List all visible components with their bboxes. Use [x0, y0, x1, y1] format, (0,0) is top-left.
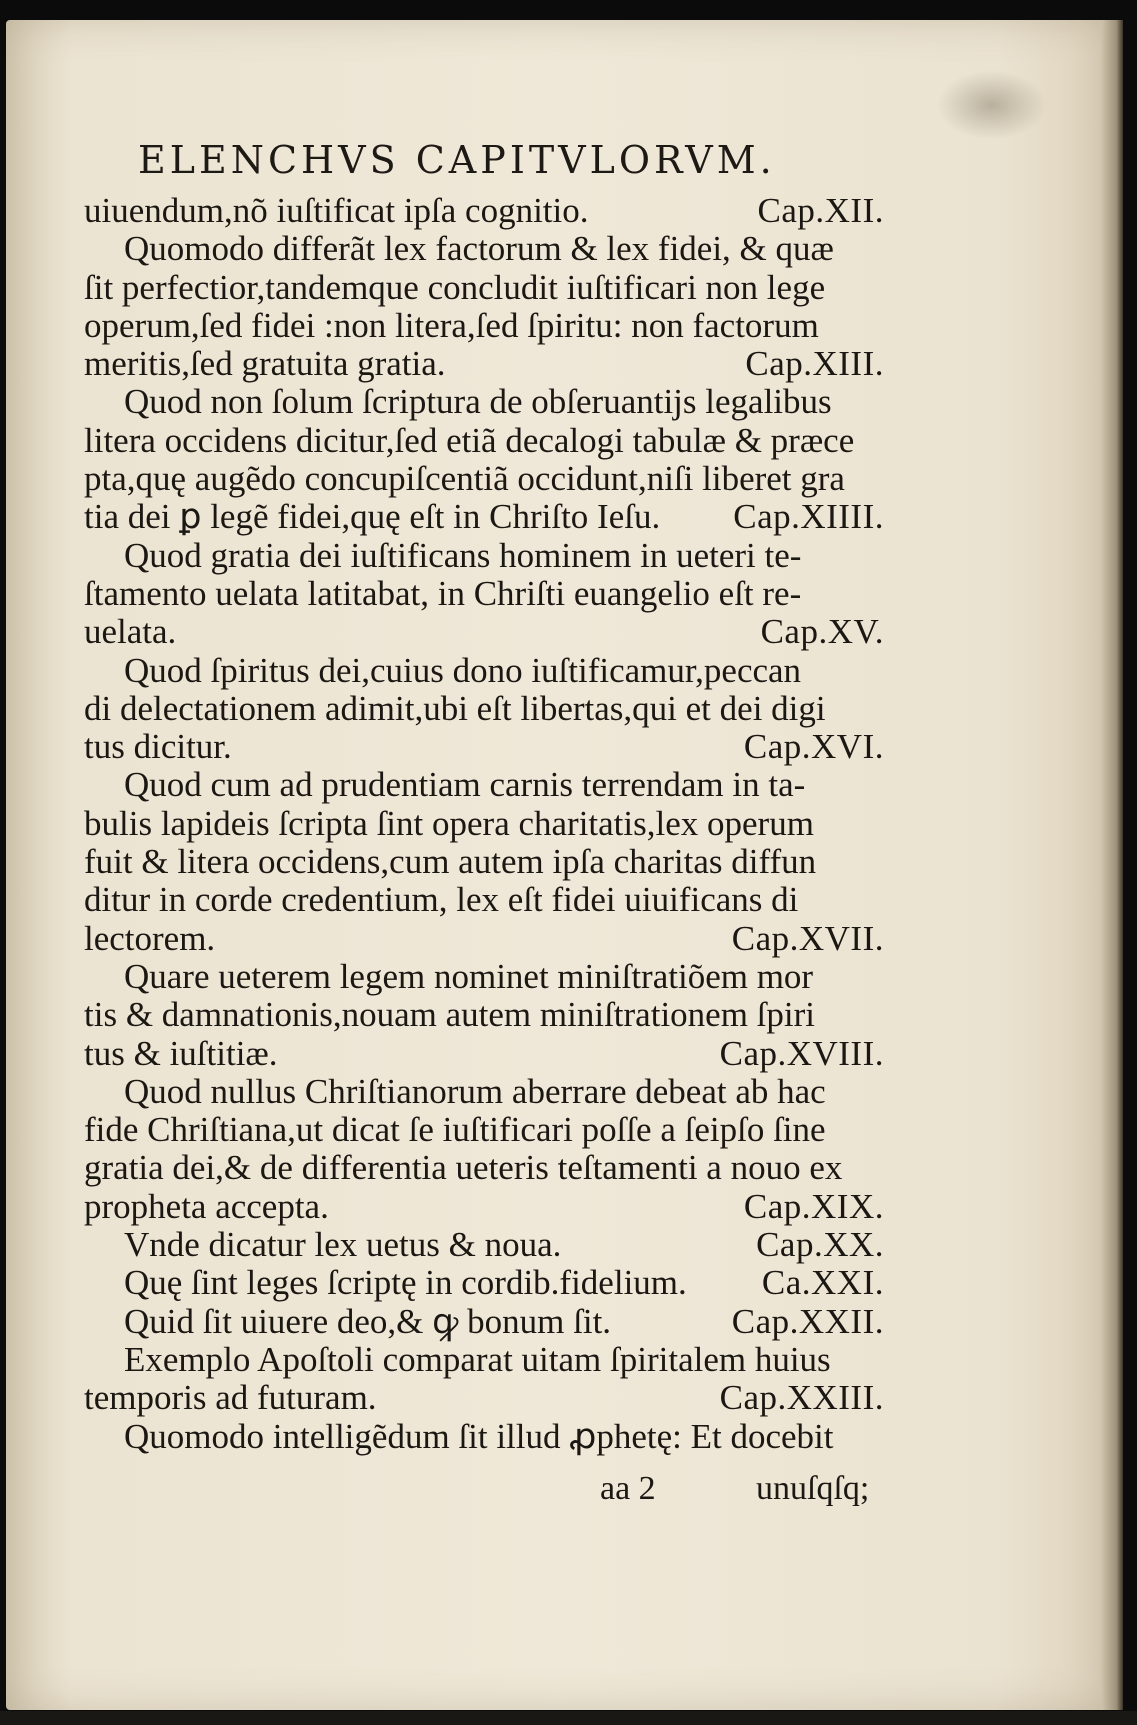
text-line [84, 345, 884, 383]
line-text: fuit & litera occidens,cum autem ipſa charitas diffun [84, 842, 817, 882]
line-text: Quod cum ad prudentiam carnis terrendam in ta- [124, 765, 806, 805]
text-line [84, 1379, 884, 1417]
line-text: fide Chriſtiana,ut dicat ſe iuſtificari poſſe a ſeipſo ſine [84, 1110, 826, 1150]
text-line [84, 307, 884, 345]
line-text: Exemplo Apoſtoli comparat uitam ſpiritalem huius [124, 1339, 831, 1379]
chapter-number: Cap.XVIII. [719, 1033, 884, 1073]
line-text: Quod nullus Chriſtianorum aberrare debeat ab hac [124, 1071, 826, 1111]
line-text: meritis,ſed gratuita gratia. [84, 344, 446, 384]
chapter-number: Cap.XII. [757, 191, 884, 230]
chapter-number: Cap.XX. [756, 1225, 884, 1265]
line-text: temporis ad futuram. [84, 1378, 377, 1418]
text-line [84, 537, 884, 575]
catchword: unuſqſq; [756, 1470, 870, 1507]
chapter-number: Cap.XVII. [731, 918, 884, 958]
line-text: Quod gratia dei iuſtificans hominem in ueteri te- [124, 535, 802, 575]
line-text: di delectationem adimit,ubi eſt libertas,qui et dei digi [84, 688, 826, 728]
text-line [84, 498, 884, 536]
text-line [84, 383, 884, 421]
text-line [84, 1149, 884, 1187]
line-text: gratia dei,& de differentia ueteris teſtamenti a nouo ex [84, 1148, 843, 1188]
chapter-number: Cap.XXII. [731, 1301, 884, 1341]
line-text: uiuendum,nõ iuſtificat ipſa cognitio. [84, 191, 589, 230]
text-line [84, 690, 884, 728]
text-line [84, 422, 884, 460]
text-line [84, 728, 884, 766]
text-line [84, 1303, 884, 1341]
line-text: Quomodo intelligẽdum ſit illud ꝓphetę: Et docebit [124, 1416, 834, 1456]
line-text: litera occidens dicitur,ſed etiã decalogi tabulæ & præce [84, 420, 855, 460]
text-line [84, 1226, 884, 1264]
chapter-number: Cap.XXIII. [719, 1378, 884, 1418]
chapter-list [84, 192, 884, 1456]
chapter-number: Cap.XV. [760, 612, 884, 652]
line-text: ſtamento uelata latitabat, in Chriſti euangelio eſt re- [84, 573, 802, 613]
text-line [84, 460, 884, 498]
text-line [84, 1264, 884, 1302]
text-line [84, 766, 884, 804]
line-text: tus & iuſtitiæ. [84, 1033, 278, 1073]
line-text: ditur in corde credentium, lex eſt fidei uiuificans di [84, 880, 799, 920]
text-line [84, 996, 884, 1034]
text-line [84, 192, 884, 230]
text-line [84, 1035, 884, 1073]
line-text: tus dicitur. [84, 727, 232, 767]
text-line [84, 843, 884, 881]
line-text: propheta accepta. [84, 1186, 329, 1226]
chapter-number: Ca.XXI. [761, 1263, 884, 1303]
line-text: operum,ſed fidei :non litera,ſed ſpiritu: non factorum [84, 305, 819, 345]
text-line [84, 920, 884, 958]
line-text: uelata. [84, 612, 177, 652]
text-line [84, 575, 884, 613]
text-line [84, 1341, 884, 1379]
line-text: bulis lapideis ſcripta ſint opera charitatis,lex operum [84, 803, 814, 843]
text-line [84, 1418, 884, 1456]
text-line [84, 881, 884, 919]
line-text: ſit perfectior,tandemque concludit iuſtificari non lege [84, 267, 826, 307]
text-line [84, 1073, 884, 1111]
line-text: lectorem. [84, 918, 216, 958]
text-line [84, 958, 884, 996]
line-text: Quare ueterem legem nominet miniſtratiõem mor [124, 956, 814, 996]
chapter-number: Cap.XIII. [745, 344, 884, 384]
signature-mark: aa 2 [600, 1470, 656, 1507]
line-text: Quid ſit uiuere deo,& ꝙ bonum ſit. [124, 1301, 612, 1341]
line-text: tia dei ꝑ legẽ fidei,quę eſt in Chriſto Ieſu. [84, 497, 661, 537]
line-text: tis & damnationis,nouam autem miniſtrationem ſpiri [84, 995, 816, 1035]
text-line [84, 613, 884, 651]
paper-stain [937, 70, 1047, 140]
running-head: ELENCHVS CAPITVLORVM. [138, 138, 776, 182]
line-text: Quod non ſolum ſcriptura de obſeruantijs legalibus [124, 382, 832, 422]
text-line [84, 1188, 884, 1226]
line-text: Quomodo differãt lex factorum & lex fidei, & quæ [124, 229, 834, 269]
text-line [84, 1111, 884, 1149]
text-line [84, 269, 884, 307]
chapter-number: Cap.XVI. [743, 727, 884, 767]
line-text: Quę ſint leges ſcriptę in cordib.fidelium. [124, 1263, 687, 1303]
chapter-number: Cap.XIX. [743, 1186, 884, 1226]
scan-border [0, 1711, 1137, 1725]
text-line [84, 652, 884, 690]
text-line [84, 230, 884, 268]
line-text: pta,quę augẽdo concupiſcentiã occidunt,niſi liberet gra [84, 459, 845, 499]
line-text: Vnde dicatur lex uetus & noua. [124, 1225, 562, 1265]
page-edge [1101, 20, 1123, 1710]
line-text: Quod ſpiritus dei,cuius dono iuſtificamur,peccan [124, 650, 802, 690]
chapter-number: Cap.XIIII. [733, 497, 884, 537]
text-line [84, 805, 884, 843]
